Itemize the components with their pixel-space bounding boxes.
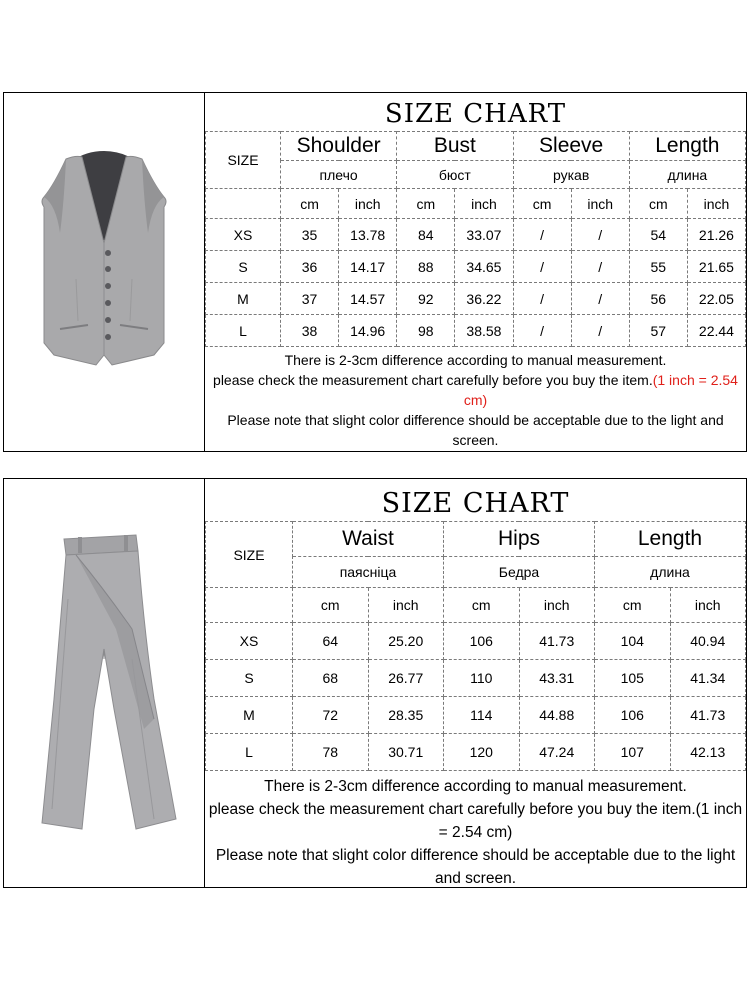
table-row: [206, 219, 746, 251]
value-cell: 36: [281, 251, 339, 283]
vest-table-area: [205, 93, 746, 451]
value-cell: 72: [293, 697, 369, 734]
size-cell: S: [206, 660, 293, 697]
value-cell: 14.57: [339, 283, 397, 315]
value-cell: 120: [444, 734, 520, 771]
value-cell: 98: [397, 315, 455, 347]
value-cell: 14.17: [339, 251, 397, 283]
unit-cell: inch: [670, 588, 746, 623]
value-cell: 25.20: [368, 623, 444, 660]
value-cell: 41.34: [670, 660, 746, 697]
size-cell: XS: [206, 219, 281, 251]
col-shoulder: Shoulder: [281, 132, 397, 161]
value-cell: 106: [444, 623, 520, 660]
col-sleeve-ru: рукав: [513, 161, 629, 189]
unit-cell: inch: [571, 189, 629, 219]
value-cell: 55: [629, 251, 687, 283]
value-cell: 38: [281, 315, 339, 347]
value-cell: /: [513, 315, 571, 347]
pants-size-panel: [3, 478, 747, 888]
value-cell: 78: [293, 734, 369, 771]
value-cell: 54: [629, 219, 687, 251]
value-cell: /: [513, 283, 571, 315]
pants-table-area: [205, 479, 746, 887]
note-color: Please note that slight color difference should be acceptable due to the light and screen.: [227, 412, 724, 448]
value-cell: 13.78: [339, 219, 397, 251]
value-cell: 92: [397, 283, 455, 315]
col-length-ru: длина: [629, 161, 745, 189]
value-cell: /: [571, 251, 629, 283]
value-cell: 22.44: [687, 315, 745, 347]
col-length-ru: длина: [595, 557, 746, 588]
col-waist: Waist: [293, 522, 444, 557]
vest-image-cell: [4, 93, 205, 451]
unit-cell: cm: [281, 189, 339, 219]
pants-image: [4, 479, 204, 886]
value-cell: 47.24: [519, 734, 595, 771]
unit-cell: inch: [339, 189, 397, 219]
col-hips-ru: Бедра: [444, 557, 595, 588]
value-cell: 104: [595, 623, 671, 660]
value-cell: 64: [293, 623, 369, 660]
value-cell: 37: [281, 283, 339, 315]
note-inch-conversion: (1 inch = 2.54 cm): [463, 372, 738, 408]
value-cell: 105: [595, 660, 671, 697]
value-cell: 110: [444, 660, 520, 697]
units-blank: [206, 588, 293, 623]
value-cell: 22.05: [687, 283, 745, 315]
unit-cell: inch: [519, 588, 595, 623]
value-cell: 21.65: [687, 251, 745, 283]
value-cell: 107: [595, 734, 671, 771]
col-length: Length: [629, 132, 745, 161]
col-sleeve: Sleeve: [513, 132, 629, 161]
value-cell: 57: [629, 315, 687, 347]
note-measurement: There is 2-3cm difference according to manual measurement.: [284, 352, 667, 368]
value-cell: 68: [293, 660, 369, 697]
size-cell: S: [206, 251, 281, 283]
unit-cell: cm: [293, 588, 369, 623]
unit-cell: cm: [444, 588, 520, 623]
unit-cell: inch: [455, 189, 513, 219]
value-cell: 30.71: [368, 734, 444, 771]
value-cell: 114: [444, 697, 520, 734]
value-cell: 14.96: [339, 315, 397, 347]
table-row: [206, 315, 746, 347]
note-check: please check the measurement chart carefully before you buy the item.(1 inch = 2.54 cm): [208, 801, 743, 841]
value-cell: 43.31: [519, 660, 595, 697]
note-measurement: There is 2-3cm difference according to manual measurement.: [264, 778, 687, 795]
value-cell: 34.65: [455, 251, 513, 283]
value-cell: 88: [397, 251, 455, 283]
value-cell: 106: [595, 697, 671, 734]
note-color: Please note that slight color difference should be acceptable due to the light and screen.: [215, 847, 736, 887]
table-row: [206, 623, 746, 660]
vest-chart-title: SIZE CHART: [384, 99, 567, 129]
table-row: [206, 660, 746, 697]
table-row: [206, 251, 746, 283]
size-cell: L: [206, 734, 293, 771]
size-cell: L: [206, 315, 281, 347]
note-check: [205, 370, 746, 410]
col-shoulder-ru: плечо: [281, 161, 397, 189]
value-cell: 41.73: [519, 623, 595, 660]
value-cell: 36.22: [455, 283, 513, 315]
value-cell: 56: [629, 283, 687, 315]
value-cell: 33.07: [455, 219, 513, 251]
unit-cell: cm: [513, 189, 571, 219]
vest-notes: [205, 347, 746, 450]
unit-cell: cm: [397, 189, 455, 219]
value-cell: 84: [397, 219, 455, 251]
unit-cell: inch: [687, 189, 745, 219]
value-cell: /: [571, 283, 629, 315]
value-cell: /: [571, 219, 629, 251]
size-cell: XS: [206, 623, 293, 660]
size-header: SIZE: [206, 132, 281, 189]
value-cell: 42.13: [670, 734, 746, 771]
pants-size-table: [205, 521, 746, 771]
size-cell: M: [206, 283, 281, 315]
unit-cell: cm: [629, 189, 687, 219]
value-cell: /: [571, 315, 629, 347]
size-cell: M: [206, 697, 293, 734]
pants-notes: [205, 771, 746, 890]
pants-image-cell: [4, 479, 205, 887]
vest-image: [4, 93, 204, 450]
value-cell: 41.73: [670, 697, 746, 734]
col-length: Length: [595, 522, 746, 557]
table-row: [206, 283, 746, 315]
size-header: SIZE: [206, 522, 293, 588]
pants-chart-title: SIZE CHART: [381, 488, 570, 519]
unit-cell: cm: [595, 588, 671, 623]
vest-size-table: [205, 131, 746, 347]
vest-size-panel: [3, 92, 747, 452]
value-cell: 40.94: [670, 623, 746, 660]
unit-cell: inch: [368, 588, 444, 623]
col-bust-ru: бюст: [397, 161, 513, 189]
col-bust: Bust: [397, 132, 513, 161]
value-cell: 28.35: [368, 697, 444, 734]
value-cell: /: [513, 251, 571, 283]
table-row: [206, 734, 746, 771]
value-cell: 21.26: [687, 219, 745, 251]
value-cell: 26.77: [368, 660, 444, 697]
value-cell: 38.58: [455, 315, 513, 347]
value-cell: 44.88: [519, 697, 595, 734]
note-check-text: please check the measurement chart carefully before you buy the item.: [213, 372, 653, 388]
value-cell: 35: [281, 219, 339, 251]
col-waist-ru: паясніца: [293, 557, 444, 588]
value-cell: /: [513, 219, 571, 251]
units-blank: [206, 189, 281, 219]
col-hips: Hips: [444, 522, 595, 557]
table-row: [206, 697, 746, 734]
